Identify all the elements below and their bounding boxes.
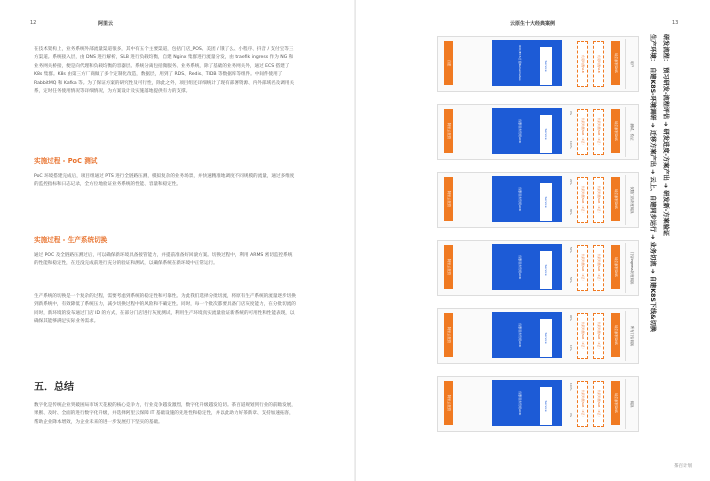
slb-box-2: 负载均衡SLB（4层） xyxy=(577,177,588,223)
slb-box-2: 负载均衡SLB（4层） xyxy=(577,313,588,359)
service-box: Service xyxy=(540,319,552,357)
slb-box-2: 负载均衡SLB xyxy=(577,41,588,87)
dev-process-title: 研发流程： 预习研发-流程评估 ➜ 研发进度-方案产出 ➜ 研发新-方案验证 xyxy=(662,34,669,237)
production-title: 生产环境： 自建K8S-环境调研 ➜ 迁移方案产出 ➜ 云上、自建同步运行 ➜ 业务切流 ➜ 自建K8S下线&切换 xyxy=(649,34,656,332)
traffic-percent: 0% xyxy=(569,111,572,116)
cluster-box xyxy=(492,40,562,86)
intro-paragraph: 在技术架构上，业务系统外部流量渠道很多，其中有五个主要渠道，包括门店_POS、美团 / 饿了么、小程序、抖音 / 支付宝等三方渠道。系统接入层，由 DNS 进行解析，SLB 进行负载均衡，自建 Nginx 集群进行流量分发，由 traefik ingress 作为 NG 和业务网关桥接，便是向代理和负载均衡的容器层。系统分离包括微服务、业务系统，除了基础的业务网关外，通过 ECS 搭建了 K8s 集群。K8s 由第三方厂商做了多个定制化改造，数据层，用到了 RDS、Redis、TIDB 等数据库等组件。中间件使用了 RabbitMQ 和 Kafka 等。为了保证方案的研究性及可行性，除此之外，项目组还详细统计了现有部署资源、内外部域名及调用关系，定时任务使用情况等详细情况，为方案设计及实施落地提供有力的支撑。 xyxy=(34,47,295,95)
slb-box: 负载均衡SLB（4层） xyxy=(593,245,604,291)
running-head: 阿里云 xyxy=(98,21,114,27)
diagram-column xyxy=(437,308,639,364)
base-label: 阿里云托管 xyxy=(444,381,453,425)
traffic-percent: 0% xyxy=(569,413,572,418)
cluster-label: 容器服务管理ACK xyxy=(518,390,522,416)
column-header: 切换 xyxy=(625,379,638,429)
slb-box-2: 负载均衡SLB（4层） xyxy=(577,381,588,427)
service-box: Service xyxy=(540,251,552,289)
cluster-box xyxy=(492,244,562,290)
cluster-box xyxy=(492,176,562,222)
base-label: 阿里云托管 xyxy=(444,177,453,221)
cluster-label: 容器服务管理ACK xyxy=(518,254,522,280)
running-head: 云原生十大经典案例 xyxy=(510,21,556,27)
dns-box: 域名解析DNS xyxy=(611,109,620,153)
dns-box: 域名解析DNS xyxy=(611,177,620,221)
column-header: 门店ingress灰度切换 xyxy=(625,243,638,293)
cluster-label: 容器服务管理ACK xyxy=(518,186,522,212)
cluster-box xyxy=(492,312,562,358)
traffic-percent: 100% xyxy=(569,383,572,391)
cluster-label: 容器服务管理ACK xyxy=(518,118,522,144)
conclusion-heading: 五．总结 xyxy=(34,382,74,393)
diagram-column xyxy=(437,240,639,296)
slb-box: 负载均衡SLB（4层） xyxy=(593,109,604,155)
slb-box: 负载均衡SLB（4层） xyxy=(593,177,604,223)
traffic-percent: 90% xyxy=(569,315,572,321)
diagram-column xyxy=(437,104,639,160)
traffic-percent: 50% xyxy=(569,247,572,253)
traffic-percent: 100% xyxy=(569,141,572,149)
column-header: 用户 xyxy=(625,39,638,89)
base-label: 阿里云托管 xyxy=(444,109,453,153)
section-heading-poc: 实施过程 - PoC 测试 xyxy=(34,157,98,165)
base-label: 阿里云托管 xyxy=(444,245,453,289)
dns-box: 域名解析DNS xyxy=(611,41,620,85)
section-heading-switch: 实施过程 - 生产系统切换 xyxy=(34,236,108,244)
diagram-column xyxy=(437,376,639,432)
column-header: 测试、验证 xyxy=(625,107,638,157)
switch-paragraph-2: 生产系统的切换是一个复杂的过程，需要考虑到系统的稳定性和可靠性。为此我们选择分批切流，将原有生产系统的流量逐步切换到新系统中，有效降低了系统压力，减少切换过程中的风险和不确定性。同时，每一个批次都要具备门店灰度能力，在分批切流的同时，新环境的发布通过门店 ID 的方式，在部分门店进行灰度测试，利用生产环境真实流量验证新系统的可用性和性能表现，以确保其能够满足实际业务需求。 xyxy=(34,294,296,325)
page-number: 13 xyxy=(672,20,679,26)
diagram-column xyxy=(437,172,639,228)
dns-box: 域名解析DNS xyxy=(611,381,620,425)
slb-box-2: 负载均衡SLB（4层） xyxy=(577,245,588,291)
column-header: 仅限门店灰度切换 xyxy=(625,175,638,225)
service-box: Service xyxy=(540,183,552,221)
cluster-box xyxy=(492,108,562,154)
cluster-label: 容器服务管理ACK xyxy=(518,322,522,348)
poc-paragraph: PoC 环境搭建完成后，项目组通过 PTS 进行全链路压测，模拟复杂的业务场景，并快速精准地调度不同规模的流量，通过多维度的监控指标和日志记录，全方位地验证业务系统的性能、容量和稳定性。 xyxy=(34,174,295,188)
traffic-percent: 20% xyxy=(569,179,572,185)
cluster-label: IDC/ECS自建Kubernetes xyxy=(518,45,522,81)
dns-box: 域名解析DNS xyxy=(611,313,620,357)
service-box: Service xyxy=(540,115,552,153)
slb-box: 负载均衡SLB（4层） xyxy=(593,381,604,427)
conclusion-paragraph: 数字化是传统企业突破困局市场天花板的核心竞争力，行业竞争越发激烈，数字化升级越发迫切。茶百道规划到行业的前瞻发展，果断、及时、全面的进行数字化升级，并选择阿里云保障 IT 基础设施的先进性和稳定性，并以此助力好茶新章、支持加速拓客，帮助企业降本增效，为企业未来的进一步发展打下坚实的基础。 xyxy=(34,403,296,425)
base-label: 自建 xyxy=(444,41,453,85)
dns-box: 域名解析DNS xyxy=(611,245,620,289)
switch-paragraph-1: 通过 POC 及全链路压测过后，可以确保新环境具备接管能力，并提前准备好回滚方案。切换过程中，利用 ARMS 密切监控系统的性能和稳定性，在还没完成前进行充分的验证和测试，以确保系统在新环境中正常运行。 xyxy=(34,253,293,267)
cluster-box xyxy=(492,380,562,426)
diagram-column xyxy=(437,36,639,92)
base-label: 阿里云托管 xyxy=(444,313,453,357)
service-box: Service xyxy=(540,387,552,425)
slb-box: 负载均衡SLB（4层） xyxy=(593,313,604,359)
traffic-percent: 50% xyxy=(569,277,572,283)
traffic-percent: 10% xyxy=(569,345,572,351)
slb-box: 负载均衡SLB xyxy=(593,41,604,87)
traffic-percent: 80% xyxy=(569,209,572,215)
slb-box-2: 负载均衡SLB（4层） xyxy=(577,109,588,155)
service-box: Service xyxy=(540,47,552,85)
footer-note: 茶百计划 xyxy=(674,464,692,469)
migration-diagram xyxy=(435,34,671,449)
column-header: 所有门店切换 xyxy=(625,311,638,361)
page-number: 12 xyxy=(30,20,37,26)
